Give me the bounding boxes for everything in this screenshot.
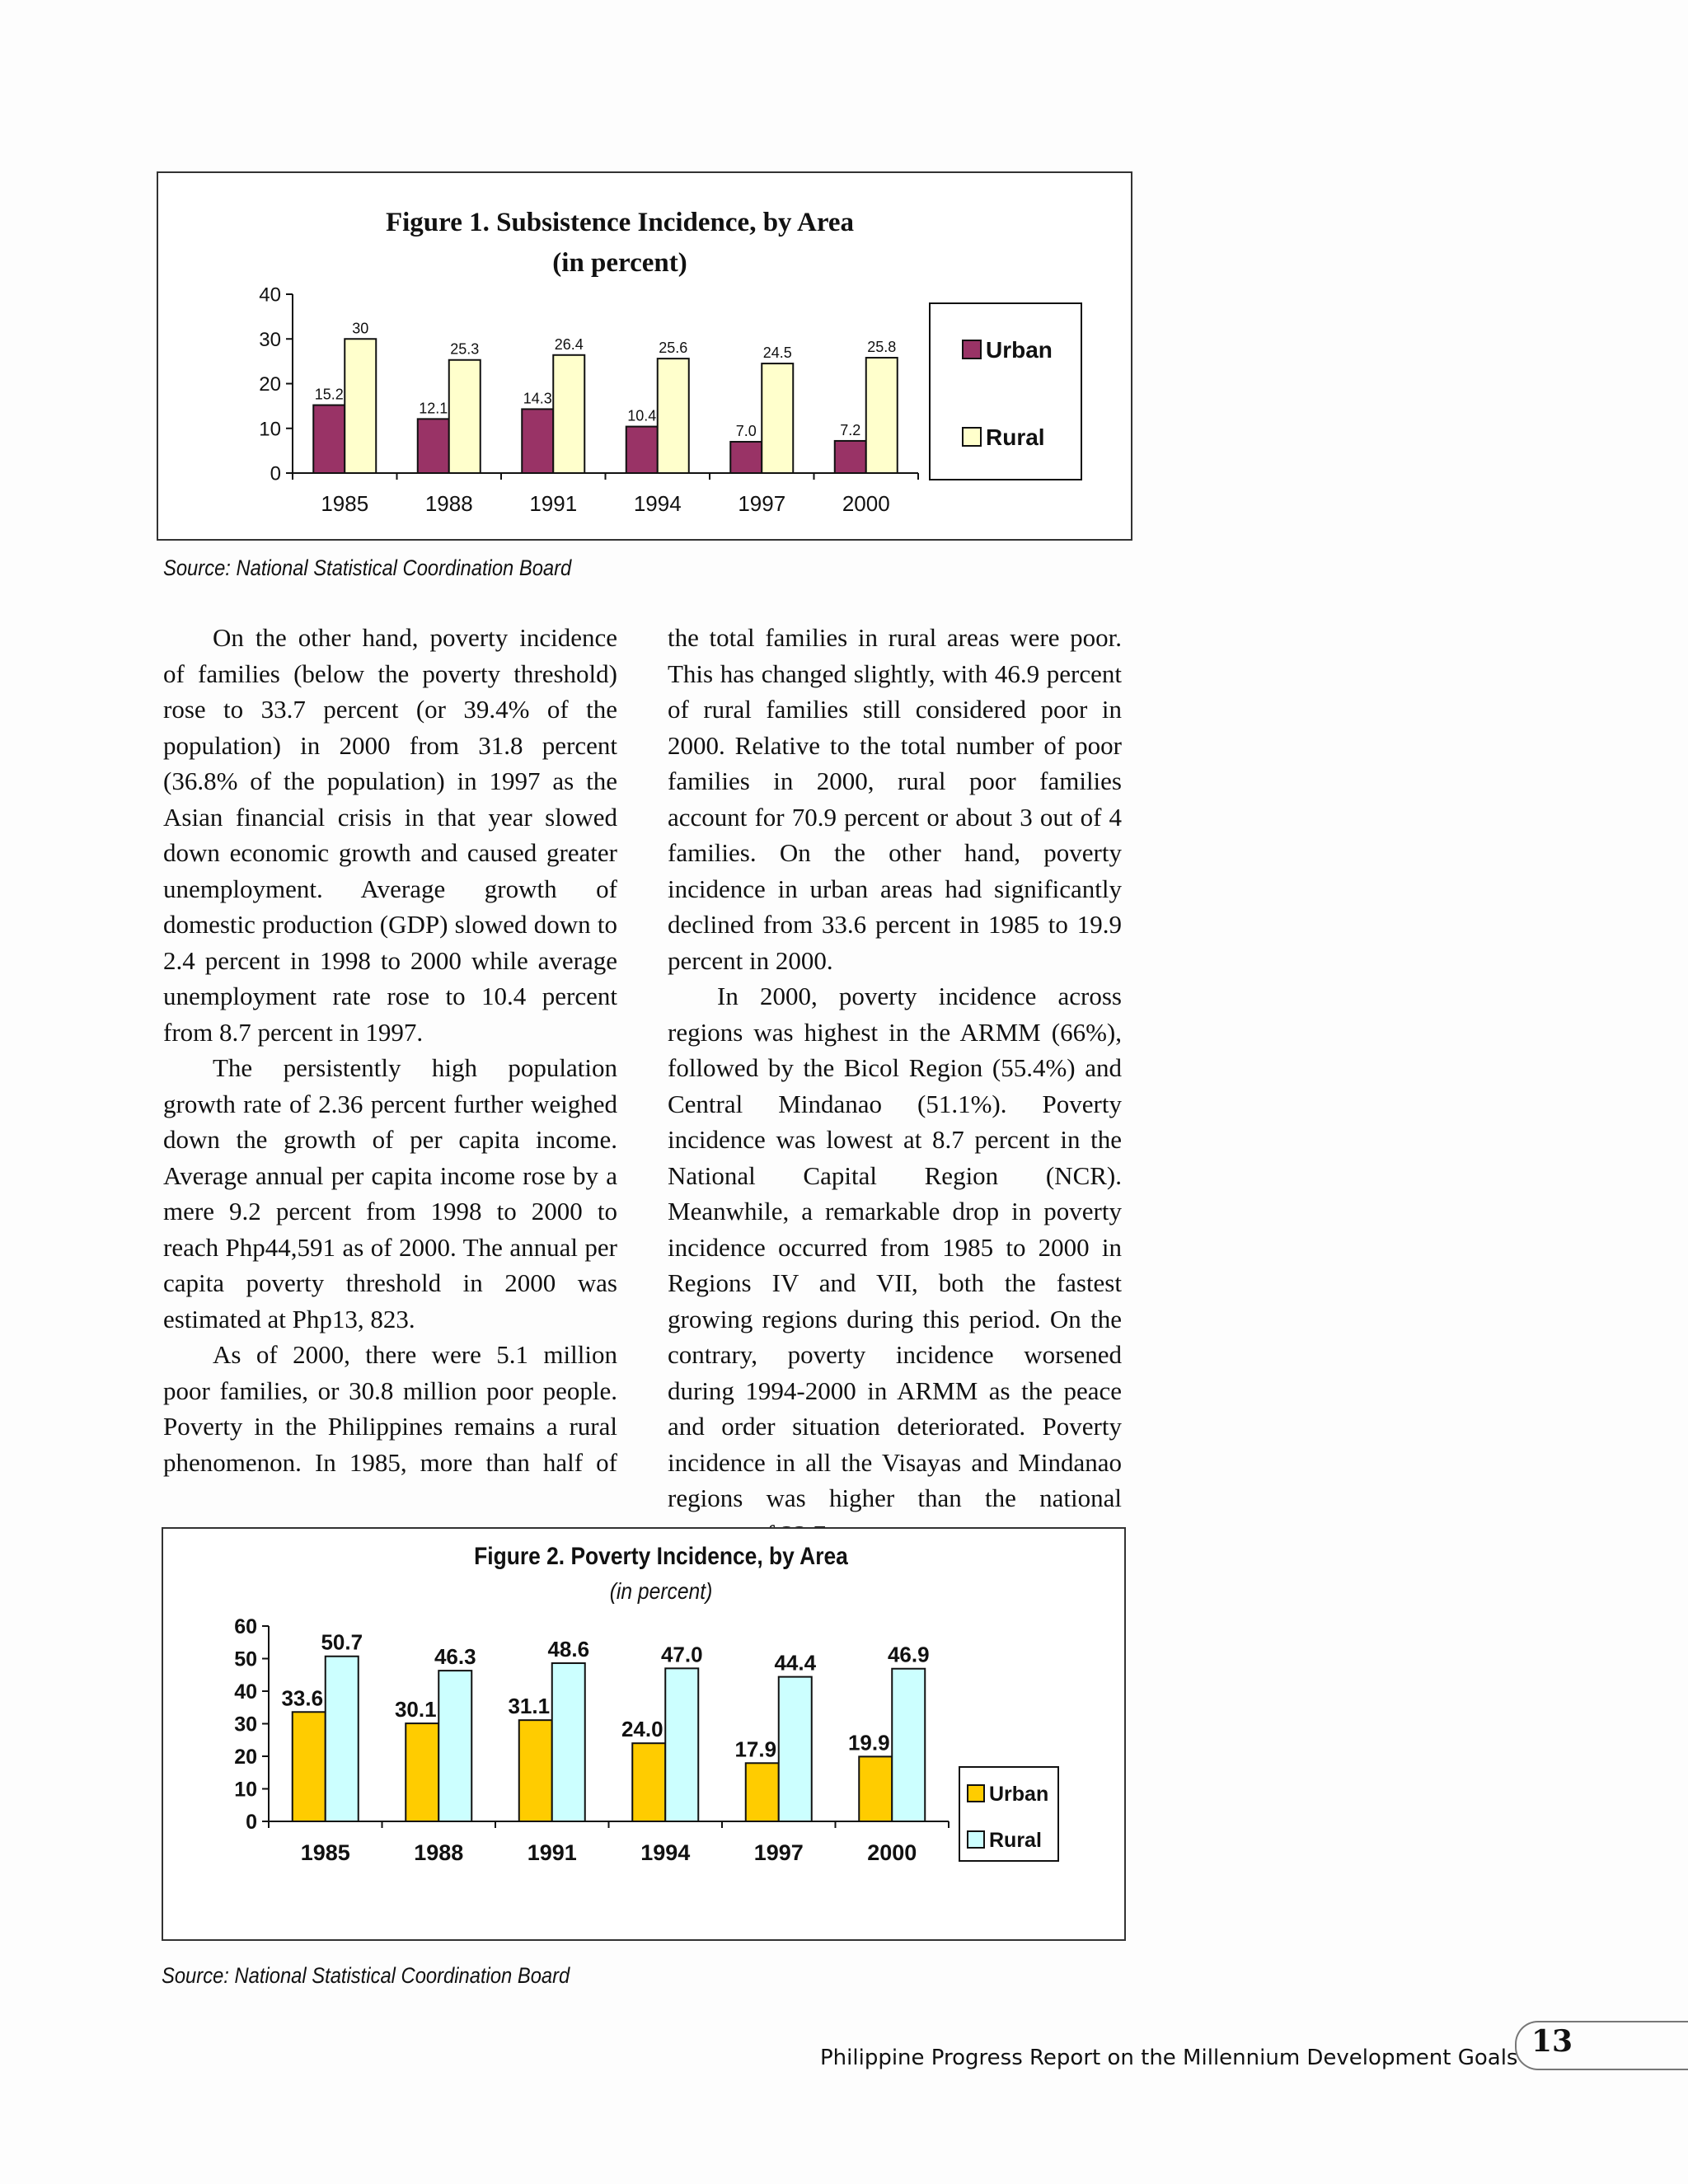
data-label-rural: 48.6 <box>547 1637 590 1662</box>
y-tick-label: 0 <box>270 462 281 485</box>
paragraph: the total families in rural areas were poor. This has changed slightly, with 46.9 percent of rural families still considered poor in 2000. Relative to the total number of poor families in 2000, rural poor families account for 70.9 percent or about 3 out of 4 families. On the other hand, poverty incidence in urban areas had significantly declined from 33.6 percent in 1985 to 19.9 percent in 2000. <box>668 623 1122 975</box>
x-category-label: 1997 <box>753 1840 804 1865</box>
bar-urban-2000 <box>835 441 866 473</box>
bar-rural-2000 <box>866 358 898 473</box>
data-label-urban: 7.0 <box>735 423 757 440</box>
y-tick-label: 10 <box>259 418 281 441</box>
bar-rural-1991 <box>552 1663 585 1821</box>
bar-rural-1997 <box>779 1677 812 1821</box>
x-category-label: 2000 <box>842 491 890 516</box>
figure-1-source: Source: National Statistical Coordination Board <box>163 555 572 580</box>
data-label-urban: 10.4 <box>627 407 657 424</box>
legend-label-rural: Rural <box>986 424 1045 450</box>
bar-urban-1994 <box>632 1743 665 1821</box>
data-label-rural: 26.4 <box>554 335 584 353</box>
x-category-label: 1991 <box>527 1840 577 1865</box>
bar-rural-1988 <box>449 360 481 473</box>
y-tick-label: 20 <box>234 1746 257 1769</box>
y-tick-label: 30 <box>234 1713 257 1736</box>
figure-1 <box>157 171 1132 541</box>
data-label-urban: 19.9 <box>847 1730 890 1755</box>
figure-2-title-line2: (in percent) <box>609 1577 713 1605</box>
bar-urban-1988 <box>406 1723 438 1821</box>
x-category-label: 1988 <box>424 491 473 516</box>
legend-swatch-rural <box>968 1831 984 1848</box>
data-label-urban: 33.6 <box>281 1685 324 1711</box>
legend-swatch-urban <box>963 340 981 359</box>
data-label-rural: 44.4 <box>774 1650 817 1675</box>
figure-2-source: Source: National Statistical Coordination Board <box>162 1963 570 1988</box>
paragraph: As of 2000, there were 5.1 million poor families, or 30.8 million poor people. Poverty in the Philippines remains a rural phenomenon. In 1985, more than half of <box>163 1340 617 1477</box>
figure-2-title-line1: Figure 2. Poverty Incidence, by Area <box>474 1541 848 1570</box>
x-category-label: 2000 <box>867 1840 917 1865</box>
paragraph: On the other hand, poverty incidence of families (below the poverty threshold) rose to 33.7 percent (or 39.4% of the population) in 2000 from 31.8 percent (36.8% of the population) in 1997 as the Asian financial crisis in that year slowed down economic growth and caused greater unemployment. Average growth of domestic production (GDP) slowed down to 2.4 percent in 1998 to 2000 while average unemployment rate rose to 10.4 percent from 8.7 percent in 1997. <box>163 623 617 1047</box>
bar-urban-1985 <box>293 1712 326 1821</box>
data-label-rural: 46.9 <box>887 1642 930 1667</box>
legend-swatch-urban <box>968 1785 984 1802</box>
legend-label-urban: Urban <box>989 1783 1049 1806</box>
paragraph: The persistently high population growth rate of 2.36 percent further weighed down the growth of per capita income. Average annual per capita income rose by a mere 9.2 percent from 1998 to 2000 to reach Php44,591 as of 2000. The annual per capita poverty threshold in 2000 was estimated at Php13, 823. <box>163 1053 617 1333</box>
x-category-label: 1985 <box>321 491 369 516</box>
data-label-urban: 17.9 <box>734 1736 777 1762</box>
y-tick-label: 40 <box>259 284 281 307</box>
bar-urban-1985 <box>313 405 345 473</box>
bar-rural-2000 <box>892 1669 925 1821</box>
report-title-footer: Philippine Progress Report on the Millennium Development Goals <box>820 2046 1518 2070</box>
bar-rural-1994 <box>658 359 689 473</box>
y-tick-label: 40 <box>234 1680 257 1704</box>
legend-swatch-rural <box>963 428 981 446</box>
y-tick-label: 0 <box>246 1811 257 1834</box>
data-label-urban: 30.1 <box>394 1697 437 1722</box>
paragraph: In 2000, poverty incidence across regions was highest in the ARMM (66%), followed by the Bicol Region (55.4%) and Central Mindanao (51.1%). Poverty incidence was lowest at 8.7 percent in the National Capital Region (NCR). Meanwhile, a remarkable drop in poverty incidence occurred from 1985 to 2000 in Regions IV and VII, both the fastest growing regions during this period. On the contrary, poverty incidence worsened during 1994-2000 in ARMM as the peace and order situation deteriorated. Poverty incidence in all the Visayas and Mindanao regions was higher than the national <box>668 982 1122 1512</box>
y-tick-label: 50 <box>234 1647 257 1671</box>
figure-2 <box>162 1527 1126 1941</box>
text-column-right <box>668 620 1122 1552</box>
data-label-rural: 25.8 <box>867 339 897 356</box>
bar-urban-2000 <box>859 1756 892 1821</box>
bar-urban-1988 <box>418 419 449 473</box>
y-tick-label: 60 <box>234 1615 257 1638</box>
legend-label-urban: Urban <box>986 337 1053 363</box>
legend-label-rural: Rural <box>989 1829 1042 1852</box>
figure-2-chart <box>163 1529 1124 1939</box>
data-label-rural: 24.5 <box>762 344 792 362</box>
x-category-label: 1985 <box>300 1840 350 1865</box>
bar-rural-1988 <box>438 1671 471 1821</box>
text-column-left <box>163 620 617 1480</box>
data-label-rural: 30 <box>352 320 369 337</box>
data-label-urban: 14.3 <box>523 390 552 407</box>
data-label-urban: 24.0 <box>621 1717 663 1742</box>
data-label-urban: 15.2 <box>314 386 344 403</box>
x-category-label: 1991 <box>529 491 578 516</box>
figure-1-title-line1: Figure 1. Subsistence Incidence, by Area <box>385 208 855 237</box>
bar-urban-1991 <box>522 409 553 473</box>
bar-rural-1985 <box>345 339 376 473</box>
bar-urban-1991 <box>519 1720 552 1821</box>
bar-rural-1997 <box>762 363 793 473</box>
data-label-urban: 31.1 <box>508 1694 551 1719</box>
x-category-label: 1988 <box>414 1840 464 1865</box>
data-label-urban: 12.1 <box>419 400 448 417</box>
data-label-rural: 47.0 <box>660 1642 703 1667</box>
x-category-label: 1994 <box>633 491 682 516</box>
bar-urban-1994 <box>626 427 658 473</box>
page-number: 13 <box>1531 2024 1573 2059</box>
x-category-label: 1997 <box>738 491 786 516</box>
bar-rural-1985 <box>326 1657 359 1821</box>
bar-rural-1994 <box>665 1668 698 1821</box>
legend-box <box>930 303 1081 480</box>
y-tick-label: 20 <box>259 373 281 396</box>
bar-urban-1997 <box>746 1763 779 1821</box>
x-category-label: 1994 <box>640 1840 691 1865</box>
data-label-rural: 25.3 <box>450 340 480 358</box>
data-label-rural: 25.6 <box>659 340 688 357</box>
data-label-rural: 50.7 <box>321 1629 363 1655</box>
figure-1-title-line2: (in percent) <box>552 248 687 278</box>
y-tick-label: 10 <box>234 1778 257 1802</box>
y-tick-label: 30 <box>259 328 281 351</box>
data-label-urban: 7.2 <box>840 421 861 438</box>
data-label-rural: 46.3 <box>434 1644 476 1670</box>
bar-urban-1997 <box>730 442 762 473</box>
bar-rural-1991 <box>553 355 584 473</box>
figure-1-chart <box>158 173 1131 539</box>
